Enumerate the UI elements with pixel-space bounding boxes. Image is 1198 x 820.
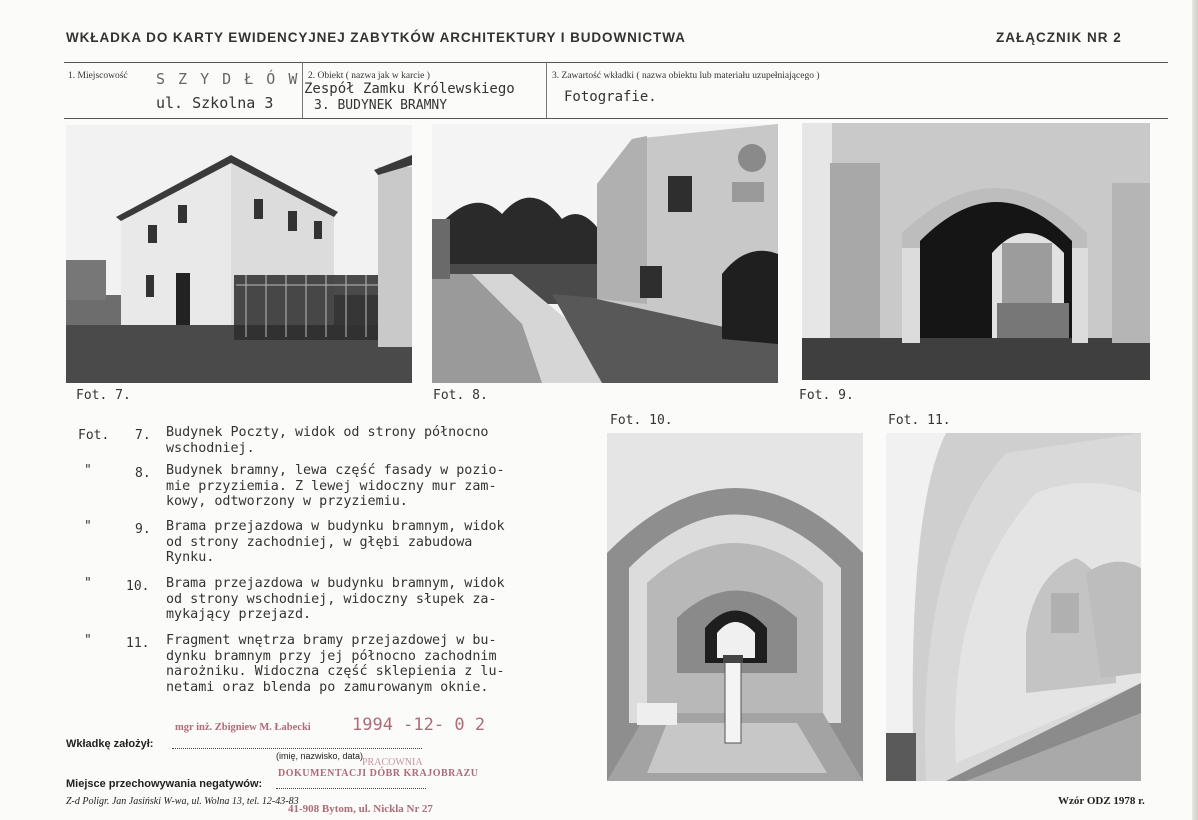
desc-10-marker: "	[84, 576, 92, 591]
desc-8-text: Budynek bramny, lewa część fasady w pozio- mie przyziemia. Z lewej widoczny mur zam- kowy, odtworzony w przyziemiu.	[166, 463, 505, 509]
photo-9-gate-passage-west	[802, 123, 1150, 380]
field-divider-2	[546, 62, 547, 118]
photo-8-gate-facade	[432, 124, 778, 383]
desc-9-text: Brama przejazdowa w budynku bramnym, widok od strony zachodniej, w głębi zabudowa Rynku.	[166, 519, 505, 565]
annex-number: ZAŁĄCZNIK NR 2	[996, 30, 1122, 45]
author-hint: (imię, nazwisko, data)	[276, 751, 364, 761]
content-label: 3. Zawartość wkładki ( nazwa obiektu lub materiału uzupełniającego )	[552, 71, 820, 81]
desc-8-number: 8.	[135, 466, 151, 481]
printer-info: Z-d Poligr. Jan Jasiński W-wa, ul. Wolna 13, tel. 12-43-83	[66, 796, 299, 807]
street-value: ul. Szkolna 3	[156, 94, 274, 112]
storage-stamp-line-1: PRACOWNIA	[362, 757, 423, 768]
desc-7-text: Budynek Poczty, widok od strony północno wschodniej.	[166, 425, 489, 456]
document-title: WKŁADKA DO KARTY EWIDENCYJNEJ ZABYTKÓW ARCHITEKTURY I BUDOWNICTWA	[66, 30, 686, 45]
locality-label: 1. Miejscowość	[68, 71, 128, 81]
header-rule-bottom	[64, 118, 1168, 119]
desc-10-number: 10.	[126, 579, 150, 594]
desc-11-number: 11.	[126, 636, 150, 651]
desc-7-marker: Fot.	[78, 428, 110, 443]
desc-11-marker: "	[84, 633, 92, 648]
form-id: Wzór ODZ 1978 r.	[1058, 795, 1145, 807]
photo-11-vault-interior	[886, 433, 1141, 781]
header-rule-top	[64, 62, 1168, 63]
negatives-dotted-line	[276, 788, 426, 789]
negatives-label: Miejsce przechowywania negatywów:	[66, 778, 263, 790]
desc-10-text: Brama przejazdowa w budynku bramnym, widok od strony wschodniej, widoczny słupek za- mykający przejazd.	[166, 576, 505, 622]
author-label: Wkładkę założył:	[66, 738, 154, 750]
desc-9-number: 9.	[135, 522, 151, 537]
author-stamp: mgr inż. Zbigniew M. Łabecki	[175, 722, 311, 733]
photo-8-caption: Fot. 8.	[433, 388, 488, 403]
desc-11-text: Fragment wnętrza bramy przejazdowej w bu- dynku bramnym przy jej północno zachodnim narożniku. Widoczna część sklepienia z lu- netami oraz blenda po zamurowanym oknie.	[166, 633, 505, 695]
photo-10-caption: Fot. 10.	[610, 413, 673, 428]
author-dotted-line	[172, 748, 422, 749]
photo-7-caption: Fot. 7.	[76, 388, 131, 403]
photo-10-gate-passage-east	[607, 433, 863, 781]
object-value-2: 3. BUDYNEK BRAMNY	[314, 98, 448, 113]
desc-7-number: 7.	[135, 428, 151, 443]
object-label: 2. Obiekt ( nazwa jak w karcie )	[308, 71, 430, 81]
storage-stamp-line-2: DOKUMENTACJI DÓBR KRAJOBRAZU	[278, 768, 479, 779]
content-value: Fotografie.	[564, 89, 657, 105]
photo-9-caption: Fot. 9.	[799, 388, 854, 403]
photo-7-post-office	[66, 125, 412, 383]
object-value-1: Zespół Zamku Królewskiego	[304, 81, 515, 97]
photo-11-caption: Fot. 11.	[888, 413, 951, 428]
storage-stamp-line-3: 41-908 Bytom, ul. Nickla Nr 27	[288, 803, 433, 815]
locality-value: S Z Y D Ł Ó W	[156, 70, 300, 88]
date-stamp: 1994 -12- 0 2	[352, 715, 486, 735]
field-divider-1	[302, 62, 303, 118]
desc-8-marker: "	[84, 463, 92, 478]
desc-9-marker: "	[84, 519, 92, 534]
